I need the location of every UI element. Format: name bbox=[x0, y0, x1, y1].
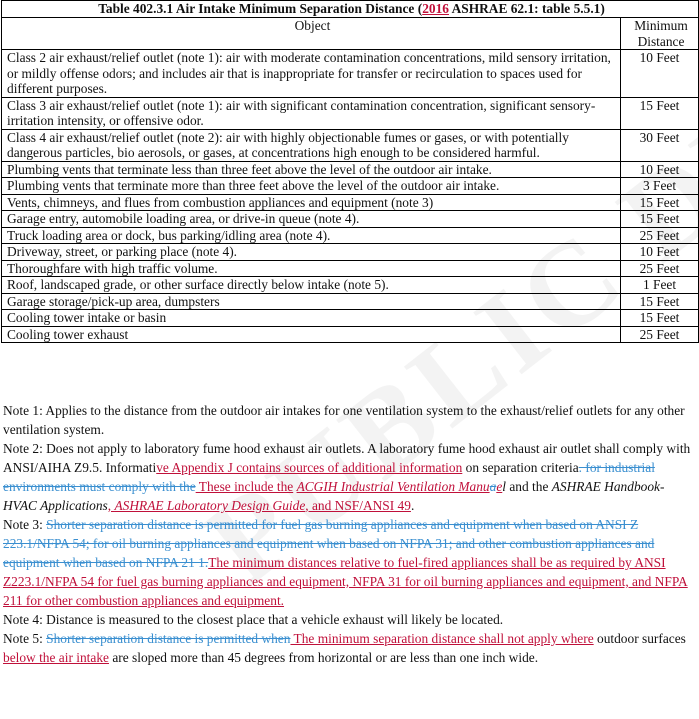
distance-cell: 15 Feet bbox=[621, 293, 699, 310]
note-2 bbox=[3, 439, 696, 515]
inserted-year: 2016 bbox=[422, 1, 449, 16]
distance-cell: 15 Feet bbox=[621, 194, 699, 211]
object-cell: Class 3 air exhaust/relief outlet (note 1): air with significant contamination concentration, significant sensory-irritation intensity, or offensive odor. bbox=[2, 97, 621, 129]
note-5-insert: The minimum separation distance shall not apply where bbox=[290, 631, 594, 646]
distance-cell: 15 Feet bbox=[621, 97, 699, 129]
table-row bbox=[2, 310, 699, 327]
separation-distance-table bbox=[1, 0, 699, 343]
table-row bbox=[2, 211, 699, 228]
table-title-source: ASHRAE 62.1: table 5.5.1) bbox=[448, 1, 605, 16]
distance-cell: 15 Feet bbox=[621, 211, 699, 228]
note-5-text: are sloped more than 45 degrees from horizontal or are less than one inch wide. bbox=[108, 650, 539, 665]
distance-cell: 10 Feet bbox=[621, 50, 699, 98]
note-2-deletion: a bbox=[489, 479, 497, 494]
distance-cell: 15 Feet bbox=[621, 310, 699, 327]
object-cell: Class 2 air exhaust/relief outlet (note 1): air with moderate contamination concentrations, mild sensory irritation, or mildly offense odors; and includes air that is inappropriate for transfer or recirculation to spaces used for different purposes. bbox=[2, 50, 621, 98]
object-cell: Cooling tower exhaust bbox=[2, 326, 621, 343]
table-row bbox=[2, 50, 699, 98]
object-cell: Class 4 air exhaust/relief outlet (note 2): air with highly objectionable fumes or gases, or with potentially dangerous particles, bio aerosols, or gases, at concentrations high enough to be considered harmful. bbox=[2, 129, 621, 161]
table-row bbox=[2, 227, 699, 244]
table-row bbox=[2, 129, 699, 161]
table-row bbox=[2, 194, 699, 211]
table-row bbox=[2, 161, 699, 178]
table-header-row bbox=[2, 18, 699, 50]
note-3 bbox=[3, 515, 696, 610]
note-2-insert: ASHRAE Laboratory Design Guide bbox=[114, 498, 306, 513]
distance-cell: 10 Feet bbox=[621, 161, 699, 178]
distance-cell: 3 Feet bbox=[621, 178, 699, 195]
table-row bbox=[2, 293, 699, 310]
note-2-insert: , bbox=[107, 498, 115, 513]
note-2-text: on separation criteria bbox=[462, 460, 579, 475]
note-2-text: and the bbox=[506, 479, 552, 494]
header-distance: Minimum Distance bbox=[621, 18, 699, 50]
note-2-insert: , and NSF/ANSI 49 bbox=[305, 498, 411, 513]
note-5-text: Note 5: bbox=[3, 631, 47, 646]
table-row bbox=[2, 277, 699, 294]
note-5-text: outdoor surfaces bbox=[593, 631, 686, 646]
table-row bbox=[2, 326, 699, 343]
object-cell: Garage storage/pick-up area, dumpsters bbox=[2, 293, 621, 310]
distance-cell: 10 Feet bbox=[621, 244, 699, 261]
object-cell: Truck loading area or dock, bus parking/idling area (note 4). bbox=[2, 227, 621, 244]
object-cell: Roof, landscaped grade, or other surface directly below intake (note 5). bbox=[2, 277, 621, 294]
note-3-text: Note 3: bbox=[3, 517, 47, 532]
object-cell: Plumbing vents that terminate more than three feet above the level of the outdoor air intake. bbox=[2, 178, 621, 195]
object-cell: Driveway, street, or parking place (note 4). bbox=[2, 244, 621, 261]
table-title-text: Table 402.3.1 Air Intake Minimum Separation Distance ( bbox=[98, 1, 423, 16]
table-row bbox=[2, 97, 699, 129]
note-5 bbox=[3, 629, 696, 667]
object-cell: Garage entry, automobile loading area, or drive-in queue (note 4). bbox=[2, 211, 621, 228]
note-2-text: Note 2: Does not apply to laboratory fume hood exhaust air outlets. A laboratory fume hood exhaust air outlet shall comply with ANSI/AIHA Z9.5. Informati bbox=[3, 441, 691, 475]
object-cell: Vents, chimneys, and flues from combustion appliances and equipment (note 3) bbox=[2, 194, 621, 211]
distance-cell: 1 Feet bbox=[621, 277, 699, 294]
object-cell: Cooling tower intake or basin bbox=[2, 310, 621, 327]
distance-cell: 25 Feet bbox=[621, 260, 699, 277]
note-2-insert: e bbox=[496, 479, 503, 494]
note-5-deletion: Shorter separation distance is permitted when bbox=[46, 631, 291, 646]
table-notes bbox=[3, 401, 696, 667]
object-cell: Thoroughfare with high traffic volume. bbox=[2, 260, 621, 277]
note-2-handbook: ASHRAE Handbook-HVAC Applications bbox=[3, 479, 665, 513]
note-2-text: l bbox=[502, 479, 506, 494]
note-4: Note 4: Distance is measured to the closest place that a vehicle exhaust will likely be located. bbox=[3, 612, 504, 627]
note-5-insert: below the air intake bbox=[3, 650, 109, 665]
distance-cell: 25 Feet bbox=[621, 227, 699, 244]
note-2-insert: ve Appendix J contains sources of additional information bbox=[156, 460, 463, 475]
table-row bbox=[2, 244, 699, 261]
table-row bbox=[2, 178, 699, 195]
note-3-insert: The minimum distances relative to fuel-fired appliances shall be as required by ANSI Z223.1/NFPA 54 for fuel gas burning appliances and equipment, NFPA 31 for oil burning appliances and equipment, and NFPA 211 for other combustion appliances and equipment. bbox=[3, 555, 688, 608]
distance-cell: 30 Feet bbox=[621, 129, 699, 161]
distance-cell: 25 Feet bbox=[621, 326, 699, 343]
table-row bbox=[2, 260, 699, 277]
note-2-deletion: . for industrial environments must comply with the bbox=[3, 460, 655, 494]
object-cell: Plumbing vents that terminate less than three feet above the level of the outdoor air intake. bbox=[2, 161, 621, 178]
table-title-row bbox=[2, 1, 699, 18]
table-title bbox=[2, 1, 699, 18]
header-object: Object bbox=[2, 18, 621, 50]
note-3-deletion: Shorter separation distance is permitted for fuel gas burning appliances and equipment when based on ANSI Z 223.1/NFPA 54; for oil burning appliances and equipment when based on NFPA 31; and other combustion appliances and equipment when based on NFPA 21 1. bbox=[3, 517, 655, 570]
note-1: Note 1: Applies to the distance from the outdoor air intakes for one ventilation system to the exhaust/relief outlets for any other ventilation system. bbox=[3, 403, 685, 437]
note-2-insert: ACGIH Industrial Ventilation Manu bbox=[296, 479, 490, 494]
note-2-text: . bbox=[410, 498, 415, 513]
note-2-insert: These include the bbox=[195, 479, 294, 494]
